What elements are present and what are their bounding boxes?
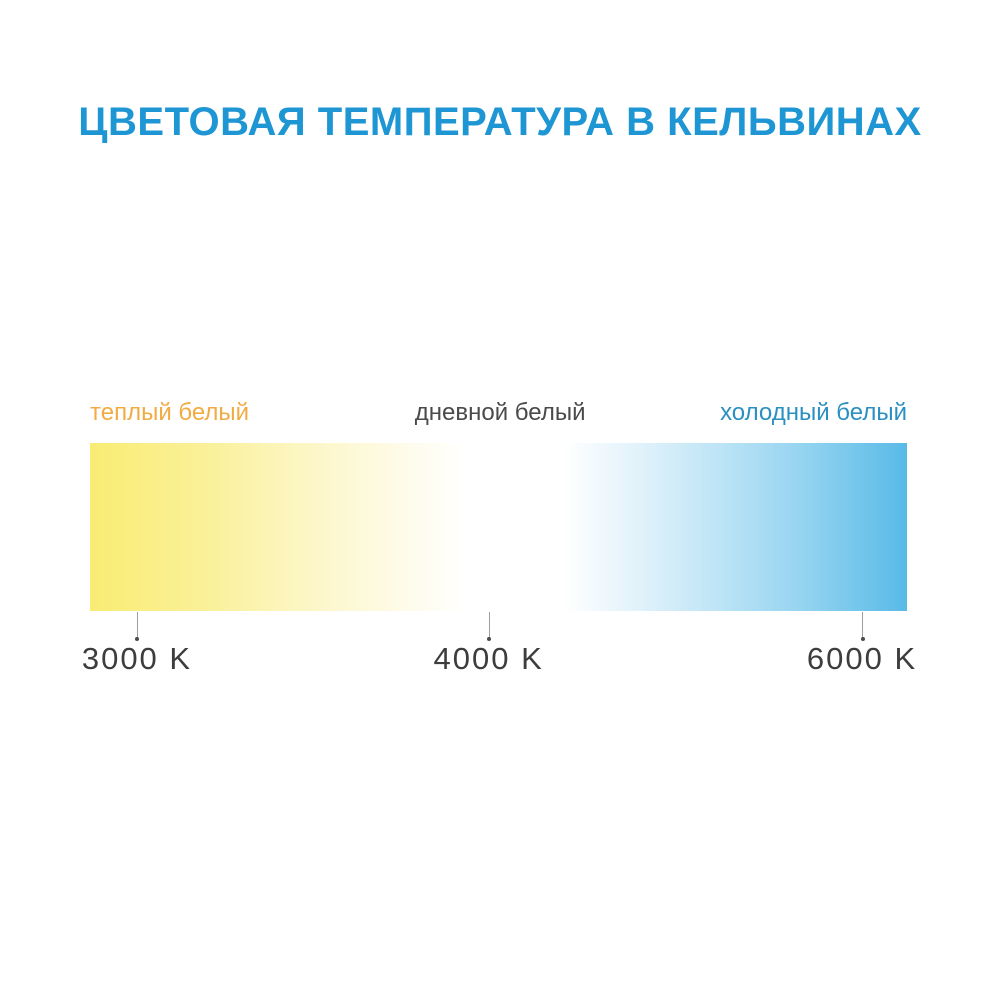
color-temperature-scale <box>81 398 918 688</box>
page-title: ЦВЕТОВАЯ ТЕМПЕРАТУРА В КЕЛЬВИНАХ <box>78 100 922 144</box>
kelvin-label-6000: 6000 K <box>806 641 918 676</box>
tick-3000k <box>137 612 138 639</box>
tick-4000k <box>489 612 490 639</box>
label-daylight-white: дневной белый <box>414 399 586 426</box>
label-warm-white: теплый белый <box>90 399 250 426</box>
label-cold-white: холодный белый <box>720 399 907 426</box>
tick-6000k <box>862 612 863 639</box>
temperature-gradient-bar <box>90 443 907 611</box>
kelvin-label-3000: 3000 K <box>81 641 193 676</box>
scale-labels-row <box>90 398 907 428</box>
kelvin-label-4000: 4000 K <box>433 641 544 676</box>
